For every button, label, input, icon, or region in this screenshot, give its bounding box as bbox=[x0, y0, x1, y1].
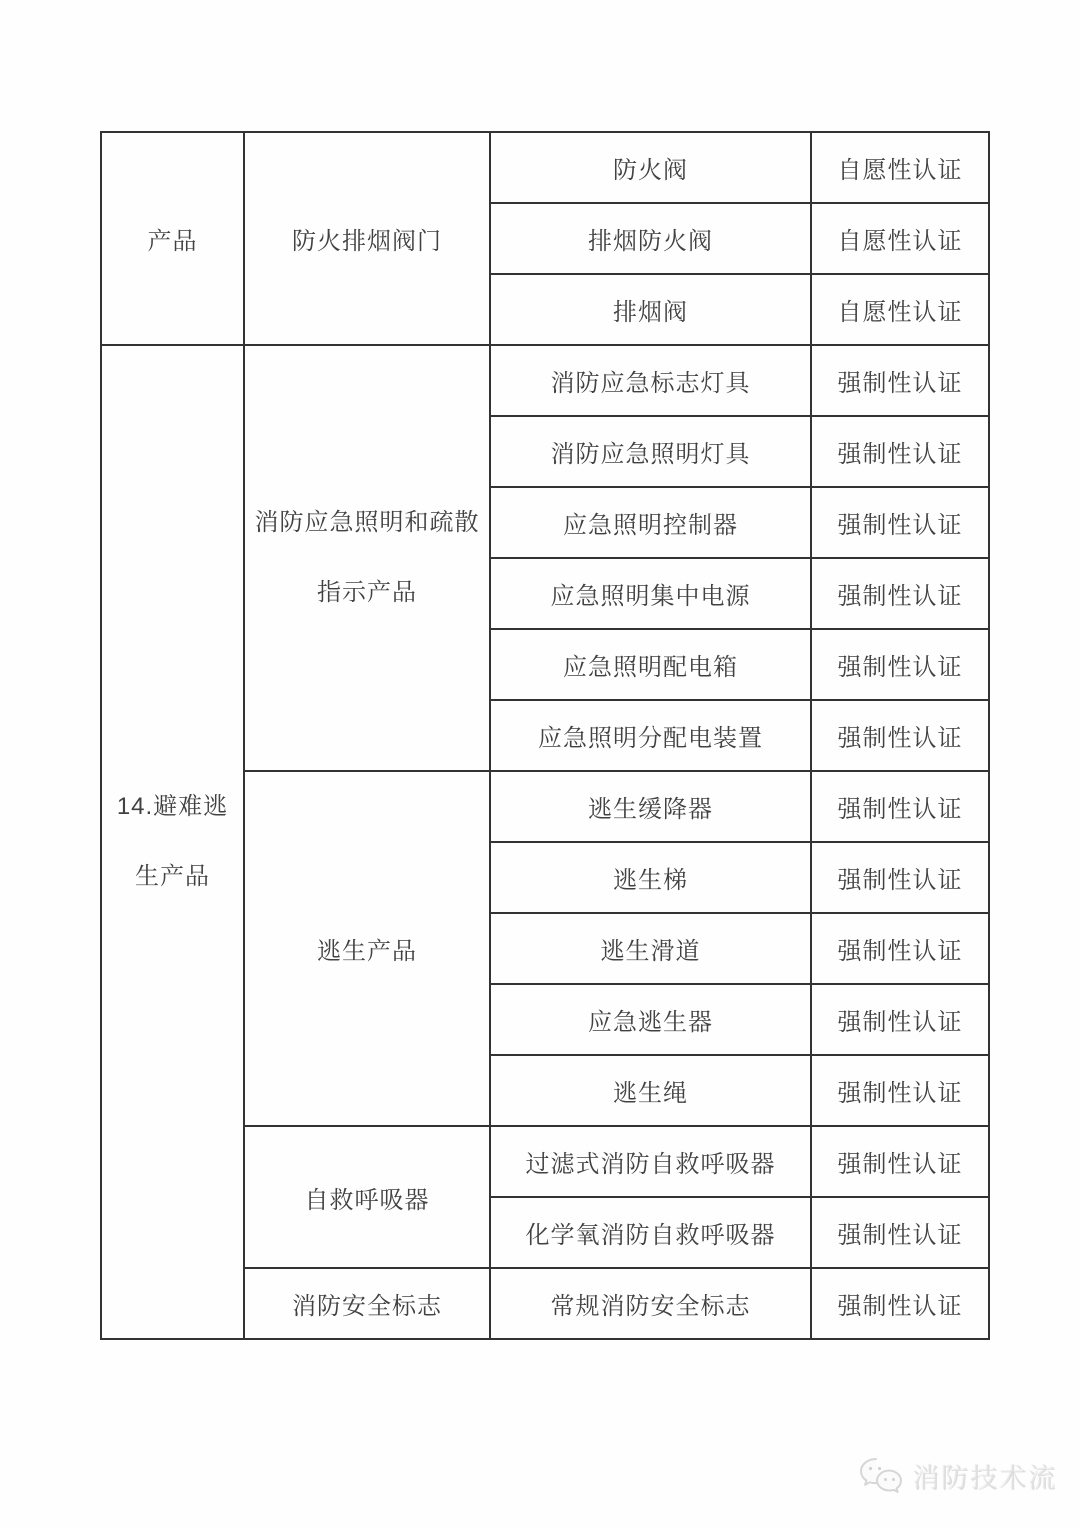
product-cell: 应急照明配电箱 bbox=[490, 629, 811, 700]
category-cell-main bbox=[101, 345, 244, 1339]
product-cell: 消防应急标志灯具 bbox=[490, 345, 811, 416]
product-cell: 应急逃生器 bbox=[490, 984, 811, 1055]
subcategory-label: 自救呼吸器 bbox=[304, 1186, 430, 1214]
product-cell: 应急照明控制器 bbox=[490, 487, 811, 558]
category-label-line: 14.避难逃 bbox=[116, 793, 229, 820]
subcategory-cell bbox=[244, 1268, 490, 1339]
certification-cell: 强制性认证 bbox=[811, 913, 989, 984]
certification-cell: 强制性认证 bbox=[811, 700, 989, 771]
certification-cell: 强制性认证 bbox=[811, 1126, 989, 1197]
subcategory-cell bbox=[244, 132, 490, 345]
product-cell: 常规消防安全标志 bbox=[490, 1268, 811, 1339]
subcategory-label: 消防安全标志 bbox=[292, 1293, 442, 1320]
product-cell: 应急照明分配电装置 bbox=[490, 700, 811, 771]
certification-cell: 强制性认证 bbox=[811, 487, 989, 558]
subcategory-label: 防火排烟阀门 bbox=[292, 228, 442, 255]
subcategory-label-line: 指示产品 bbox=[317, 579, 417, 606]
subcategory-label-line: 消防应急照明和疏散 bbox=[254, 509, 480, 536]
product-cell: 过滤式消防自救呼吸器 bbox=[490, 1126, 811, 1197]
certification-cell: 强制性认证 bbox=[811, 1055, 989, 1126]
category-label: 产品 bbox=[147, 228, 198, 255]
subcategory-cell bbox=[244, 345, 490, 771]
product-cell: 防火阀 bbox=[490, 132, 811, 203]
subcategory-label: 逃生产品 bbox=[317, 938, 417, 965]
watermark-label: 消防技术流 bbox=[913, 1463, 1058, 1494]
certification-cell: 自愿性认证 bbox=[811, 132, 989, 203]
certification-cell: 强制性认证 bbox=[811, 416, 989, 487]
product-cell: 逃生绳 bbox=[490, 1055, 811, 1126]
category-label-line: 生产品 bbox=[135, 863, 210, 890]
certification-cell: 强制性认证 bbox=[811, 558, 989, 629]
certification-cell: 自愿性认证 bbox=[811, 274, 989, 345]
table-row bbox=[101, 345, 989, 416]
certification-cell: 强制性认证 bbox=[811, 629, 989, 700]
product-cell: 排烟防火阀 bbox=[490, 203, 811, 274]
certification-cell: 强制性认证 bbox=[811, 984, 989, 1055]
certification-cell: 强制性认证 bbox=[811, 1268, 989, 1339]
subcategory-cell bbox=[244, 771, 490, 1126]
product-cell: 逃生梯 bbox=[490, 842, 811, 913]
product-cell: 排烟阀 bbox=[490, 274, 811, 345]
product-cell: 消防应急照明灯具 bbox=[490, 416, 811, 487]
table-row bbox=[101, 132, 989, 203]
product-certification-table bbox=[100, 131, 990, 1340]
product-cell: 逃生缓降器 bbox=[490, 771, 811, 842]
certification-cell: 强制性认证 bbox=[811, 771, 989, 842]
product-cell: 应急照明集中电源 bbox=[490, 558, 811, 629]
watermark bbox=[858, 1452, 1058, 1500]
product-cell: 化学氧消防自救呼吸器 bbox=[490, 1197, 811, 1268]
wechat-icon bbox=[858, 1456, 904, 1496]
category-cell-top bbox=[101, 132, 244, 345]
subcategory-cell bbox=[244, 1126, 490, 1268]
product-cell: 逃生滑道 bbox=[490, 913, 811, 984]
certification-cell: 强制性认证 bbox=[811, 345, 989, 416]
certification-cell: 强制性认证 bbox=[811, 842, 989, 913]
certification-cell: 强制性认证 bbox=[811, 1197, 989, 1268]
certification-cell: 自愿性认证 bbox=[811, 203, 989, 274]
